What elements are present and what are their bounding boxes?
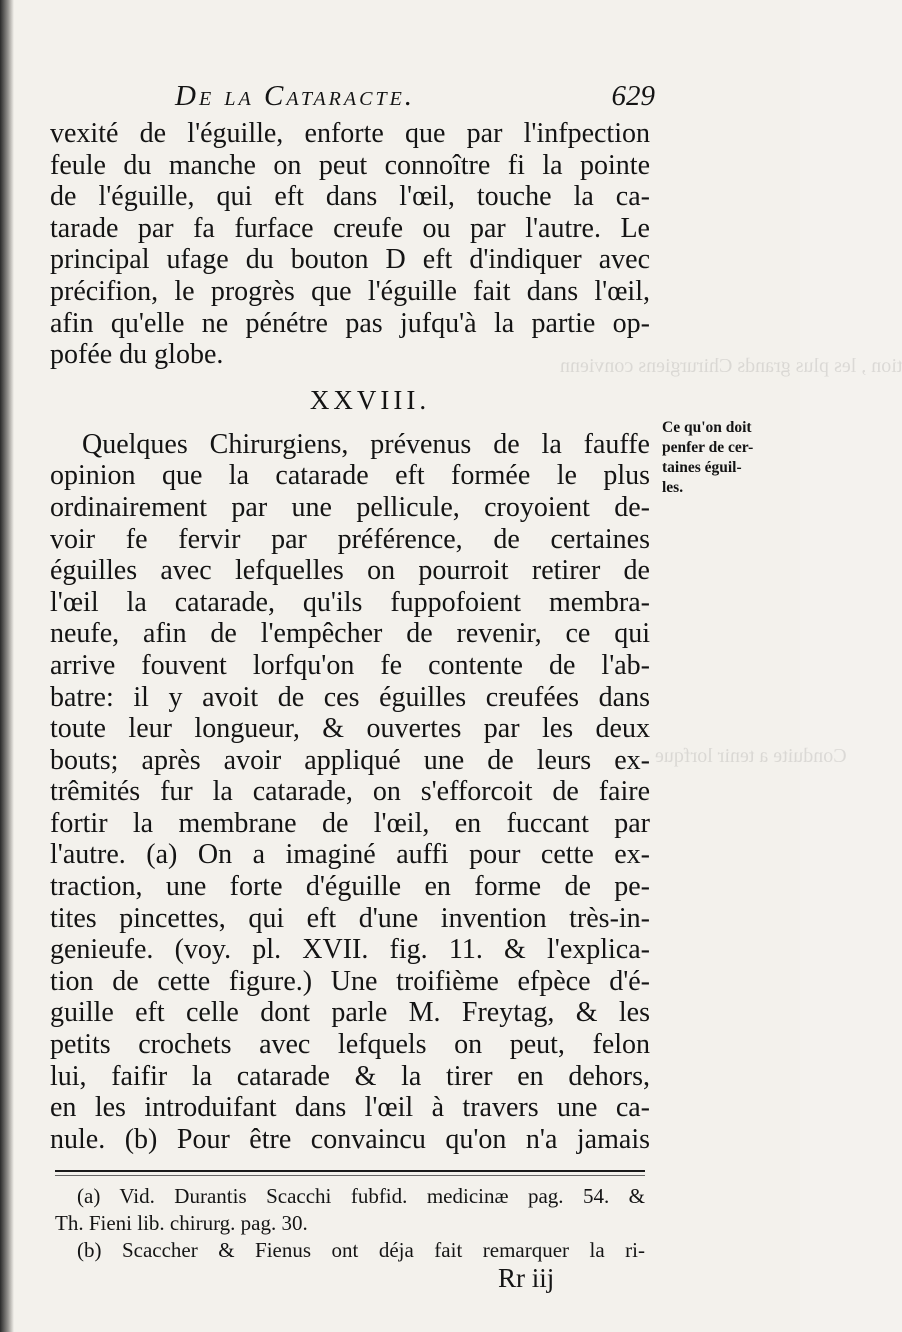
text-line: guille eft celle dont parle M. Freytag, & les (50, 997, 650, 1029)
footnote-line: (b) Scaccher & Fienus ont déja fait remarquer la ri- (77, 1238, 645, 1262)
text-line: voir fe fervir par préférence, de certaines (50, 523, 650, 555)
text-line: lui, faifir la catarade & la tirer en dehors, (50, 1060, 650, 1092)
text-line: en les introduifant dans l'œil à travers une ca- (50, 1092, 650, 1124)
text-line: toute leur longueur, & ouvertes par les deux (50, 713, 650, 745)
footnote-rule (55, 1170, 645, 1172)
text-line: tarade par fa furface creufe ou par l'autre. Le (50, 212, 650, 244)
text-line: ordinairement par une pellicule, croyoient de- (50, 491, 650, 523)
text-line: arrive fouvent lorfqu'on fe contente de l'ab- (50, 649, 650, 681)
margin-note (662, 418, 772, 498)
main-text (50, 118, 650, 1155)
text-line: précifion, le progrès que l'éguille fait dans l'œil, (50, 275, 650, 307)
text-line: tites pincettes, qui eft d'une invention très-in- (50, 902, 650, 934)
margin-note-line: Ce qu'on doit (662, 419, 752, 436)
text-line: pofée du globe. (50, 339, 224, 371)
text-line: bouts; après avoir appliqué une de leurs ex- (50, 744, 650, 776)
margin-note-line: penfer de cer- (662, 439, 754, 456)
section-number: XXVIII. (309, 384, 431, 415)
text-line: Quelques Chirurgiens, prévenus de la fauffe (82, 428, 650, 460)
text-line: feule du manche on peut connoître fi la pointe (50, 149, 650, 181)
footnote-line: (a) Vid. Durantis Scacchi fubfid. medicinæ pag. 54. & (77, 1184, 645, 1208)
text-line: afin qu'elle ne pénétre pas jufqu'à la partie op- (50, 307, 650, 339)
text-line: genieufe. (voy. pl. XVII. fig. 11. & l'explica- (50, 934, 650, 966)
bleed-through-text: tion , les plus grands Chirurgiens convienn (560, 355, 902, 377)
text-line: l'œil la catarade, qu'ils fuppofoient membra- (50, 586, 650, 618)
footnotes (55, 1183, 645, 1264)
page-number: 629 (611, 80, 655, 112)
text-line: batre: il y avoit de ces éguilles creufées dans (50, 681, 650, 713)
text-line: l'autre. (a) On a imaginé auffi pour cette ex- (50, 839, 650, 871)
footnote-line: Th. Fieni lib. chirurg. pag. 30. (55, 1211, 308, 1235)
footnote-rule-thin (55, 1175, 645, 1176)
signature-mark: Rr iij (498, 1263, 555, 1293)
text-line: opinion que la catarade eft formée le plus (50, 460, 650, 492)
text-line: nule. (b) Pour être convaincu qu'on n'a jamais (50, 1123, 650, 1155)
bleed-through-text: Conduite a tenir lorfque (655, 745, 847, 767)
text-line: traction, une forte d'éguille en forme de pe- (50, 871, 650, 903)
text-line: neufe, afin de l'empêcher de revenir, ce qui (50, 618, 650, 650)
text-line: éguilles avec lefquelles on pourroit retirer de (50, 555, 650, 587)
text-line: petits crochets avec lefquels on peut, felon (50, 1029, 650, 1061)
running-title: De la Cataracte. (175, 80, 416, 112)
text-line: vexité de l'éguille, enforte que par l'infpection (50, 118, 650, 149)
text-line: fortir la membrane de l'œil, en fuccant par (50, 807, 650, 839)
text-line: trêmités fur la catarade, on s'efforcoit de faire (50, 776, 650, 808)
binding-gutter (0, 0, 14, 1332)
text-line: tion de cette figure.) Une troifième efpèce d'é- (50, 965, 650, 997)
margin-note-line: les. (662, 479, 684, 496)
margin-note-line: taines éguil- (662, 459, 742, 476)
text-line: principal ufage du bouton D eft d'indiquer avec (50, 244, 650, 276)
text-line: de l'éguille, qui eft dans l'œil, touche la ca- (50, 181, 650, 213)
running-header (55, 80, 655, 120)
